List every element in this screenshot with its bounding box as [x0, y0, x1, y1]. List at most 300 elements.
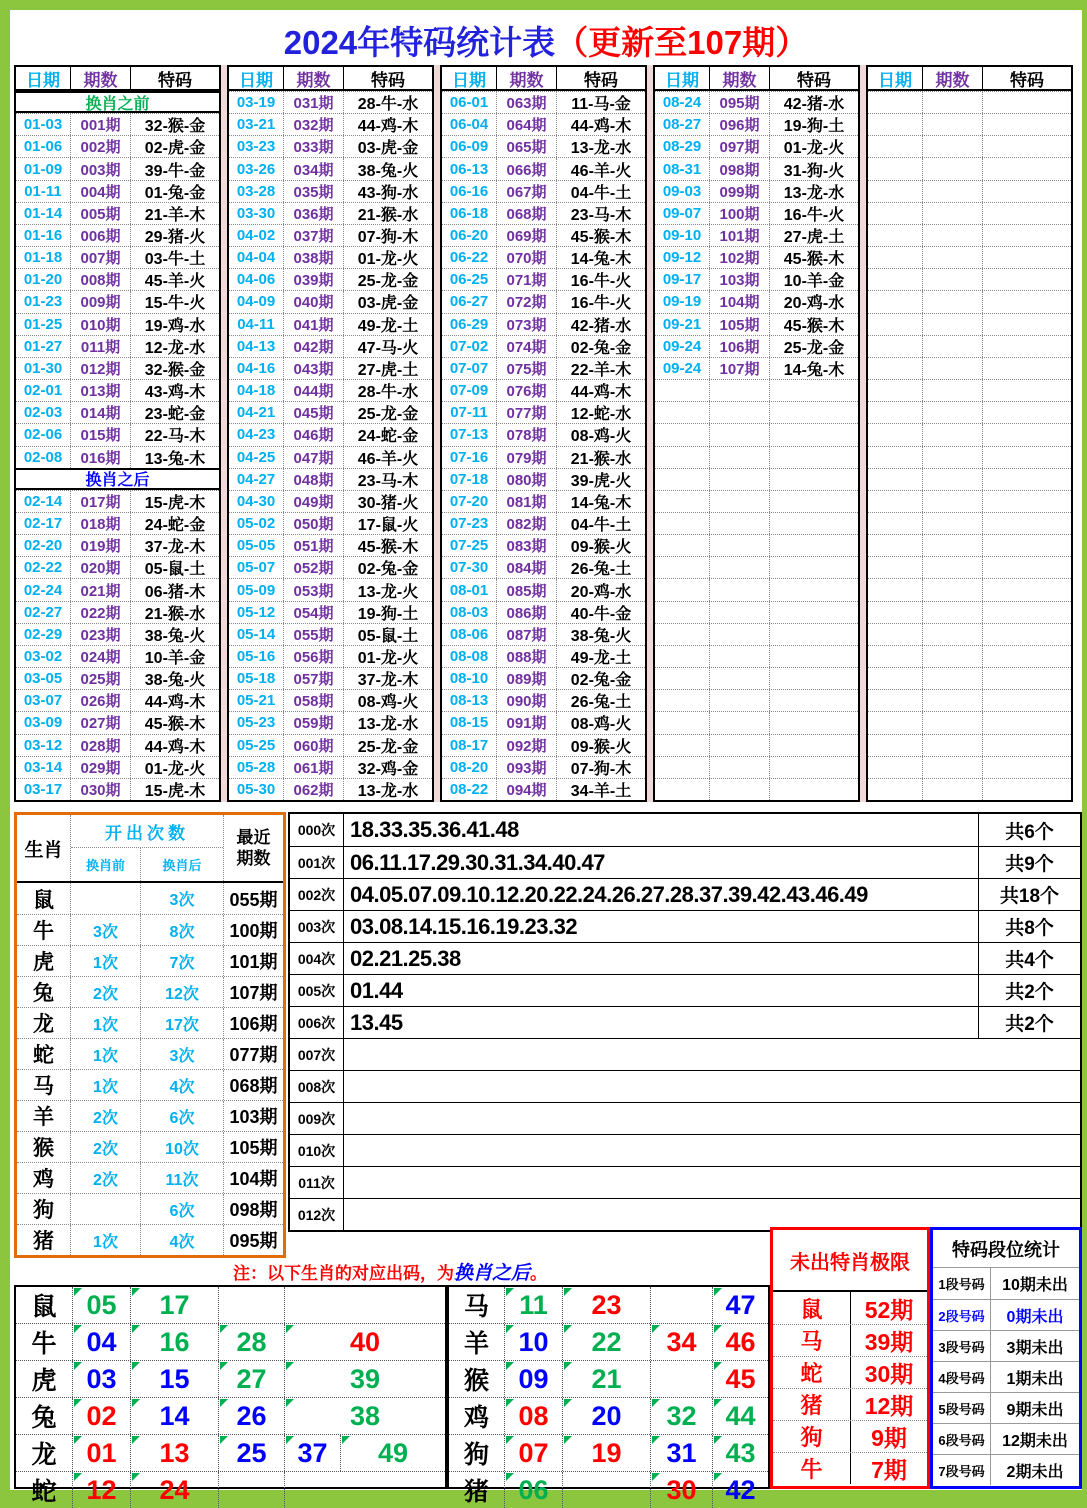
- date-cell: 08-10: [442, 668, 497, 689]
- period-cell: 098期: [710, 158, 770, 179]
- frequency-numbers: 04.05.07.09.10.12.20.22.24.26.27.28.37.39.42.43.46.49: [350, 881, 868, 907]
- date-cell: 02-27: [16, 602, 71, 623]
- grid-number-cell: 20: [562, 1398, 650, 1434]
- after-count-cell: 3次: [169, 892, 195, 909]
- period-cell: 081期: [497, 491, 557, 512]
- code-cell: 10-羊-金: [144, 649, 206, 667]
- period-cell: 101期: [710, 225, 770, 246]
- period-cell: 079期: [497, 447, 557, 468]
- date-cell: 08-27: [655, 114, 710, 135]
- before-count-cell: 2次: [71, 1132, 141, 1162]
- date-column-header: 日期: [229, 67, 284, 89]
- before-count-cell: 1次: [71, 1070, 141, 1100]
- empty-row: [655, 778, 858, 800]
- date-cell: 09-24: [655, 336, 710, 357]
- segment-value: 12期未出: [1002, 1432, 1068, 1450]
- segment-row: [933, 1423, 1079, 1454]
- code-cell: 14-兔-木: [570, 494, 632, 512]
- data-row: [229, 601, 432, 623]
- zodiac-cell: 猪: [17, 1225, 71, 1255]
- date-cell: 09-10: [655, 225, 710, 246]
- missing-zodiac-name: 蛇: [773, 1357, 851, 1388]
- date-cell: [868, 602, 923, 623]
- period-cell: 024期: [71, 646, 131, 667]
- empty-row: [868, 756, 1071, 778]
- date-cell: [868, 513, 923, 534]
- code-cell: 27-虎-土: [783, 229, 845, 247]
- period-cell: 064期: [497, 114, 557, 135]
- recent-period-cell: 095期: [223, 1225, 283, 1255]
- data-row: [442, 778, 645, 800]
- period-cell: [710, 624, 770, 645]
- data-row: [442, 756, 645, 778]
- code-cell: 04-牛-土: [570, 184, 632, 202]
- period-cell: [923, 225, 983, 246]
- data-row: [16, 556, 219, 578]
- code-cell: 27-虎-土: [357, 361, 419, 379]
- grid-number-cell: 44: [712, 1398, 768, 1434]
- frequency-row: [290, 1166, 1080, 1198]
- date-cell: 06-18: [442, 203, 497, 224]
- grid-number-cell: [284, 1287, 445, 1323]
- zodiac-cell: 鸡: [17, 1163, 71, 1193]
- date-cell: 05-28: [229, 757, 284, 778]
- period-cell: 107期: [710, 358, 770, 379]
- missing-zodiac-name: 马: [773, 1325, 851, 1356]
- data-row: [442, 357, 645, 379]
- period-cell: 040期: [284, 291, 344, 312]
- segment-label: 1段号码: [933, 1268, 991, 1299]
- code-cell: [983, 579, 1071, 600]
- empty-row: [868, 556, 1071, 578]
- before-count-cell: 1次: [71, 1008, 141, 1038]
- grid-number-cell: 06: [504, 1472, 562, 1508]
- before-count-cell: 1次: [71, 1039, 141, 1069]
- grid-number-cell: 13: [130, 1435, 218, 1471]
- code-cell: [983, 779, 1071, 800]
- empty-row: [868, 512, 1071, 534]
- zodiac-cell: 兔: [17, 977, 71, 1007]
- empty-row: [655, 601, 858, 623]
- period-cell: 099期: [710, 181, 770, 202]
- date-cell: 04-13: [229, 336, 284, 357]
- date-cell: 03-17: [16, 779, 71, 800]
- data-row: [442, 224, 645, 246]
- grid-number-cell: [650, 1287, 712, 1323]
- date-cell: [655, 668, 710, 689]
- empty-row: [868, 313, 1071, 335]
- period-cell: 061期: [284, 757, 344, 778]
- empty-row: [655, 689, 858, 711]
- empty-row: [868, 623, 1071, 645]
- period-cell: 090期: [497, 690, 557, 711]
- segment-row: [933, 1454, 1079, 1485]
- data-row: [229, 778, 432, 800]
- frequency-count: 共6个: [978, 814, 1080, 846]
- date-cell: 09-07: [655, 203, 710, 224]
- period-cell: 011期: [71, 336, 131, 357]
- code-cell: [770, 380, 858, 401]
- period-cell: 077期: [497, 402, 557, 423]
- data-row: [442, 512, 645, 534]
- frequency-label: 001次: [290, 847, 344, 878]
- code-cell: [770, 491, 858, 512]
- period-cell: 050期: [284, 513, 344, 534]
- code-cell: 11-马-金: [571, 96, 631, 114]
- code-cell: 13-龙-水: [570, 140, 632, 158]
- code-cell: 13-龙-水: [783, 184, 845, 202]
- code-cell: [983, 269, 1071, 290]
- code-cell: [770, 624, 858, 645]
- data-row: [229, 734, 432, 756]
- data-row: [16, 224, 219, 246]
- period-column-header: 期数: [710, 67, 770, 89]
- date-cell: 09-24: [655, 358, 710, 379]
- date-cell: 01-11: [16, 181, 71, 202]
- code-cell: 44-鸡-木: [570, 118, 632, 136]
- period-cell: 002期: [71, 136, 131, 157]
- date-cell: 07-02: [442, 336, 497, 357]
- missing-zodiac-row: [773, 1356, 927, 1388]
- missing-zodiac-row: [773, 1388, 927, 1420]
- after-count-cell: 3次: [169, 1047, 195, 1065]
- data-row: [229, 556, 432, 578]
- date-cell: 05-30: [229, 779, 284, 800]
- code-cell: 39-虎-火: [570, 472, 632, 490]
- frequency-label: 003次: [290, 911, 344, 942]
- period-cell: 013期: [71, 380, 131, 401]
- segment-stats-body: [933, 1268, 1079, 1485]
- zodiac-cell: 龙: [17, 1008, 71, 1038]
- date-cell: 01-27: [16, 336, 71, 357]
- date-cell: 01-23: [16, 291, 71, 312]
- zodiac-cell: 羊: [17, 1101, 71, 1131]
- frequency-row: [290, 1038, 1080, 1070]
- grid-row: [16, 1360, 445, 1397]
- empty-row: [868, 401, 1071, 423]
- data-row: [655, 180, 858, 202]
- empty-row: [868, 667, 1071, 689]
- recent-period-cell: 101期: [223, 946, 283, 976]
- date-cell: 08-13: [442, 690, 497, 711]
- date-cell: 07-25: [442, 535, 497, 556]
- frequency-row: [290, 1198, 1080, 1230]
- empty-row: [868, 180, 1071, 202]
- period-cell: [923, 114, 983, 135]
- data-row: [229, 113, 432, 135]
- date-cell: 07-13: [442, 424, 497, 445]
- data-row: [655, 135, 858, 157]
- code-cell: 19-狗-土: [357, 605, 419, 623]
- date-cell: 08-15: [442, 712, 497, 733]
- date-cell: 08-03: [442, 602, 497, 623]
- period-cell: [923, 380, 983, 401]
- after-count-cell: 12次: [165, 985, 199, 1003]
- data-row: [655, 157, 858, 179]
- date-cell: 08-01: [442, 579, 497, 600]
- period-cell: 057期: [284, 668, 344, 689]
- code-cell: 06-猪-木: [144, 583, 206, 601]
- data-row: [229, 578, 432, 600]
- before-count-cell: 2次: [71, 977, 141, 1007]
- period-cell: 035期: [284, 181, 344, 202]
- code-cell: [770, 579, 858, 600]
- code-cell: [770, 690, 858, 711]
- code-cell: [983, 557, 1071, 578]
- missing-zodiac-name: 猪: [773, 1389, 851, 1420]
- grid-number-cell: 21: [562, 1361, 650, 1397]
- date-cell: 06-16: [442, 181, 497, 202]
- grid-number-cell: [218, 1472, 284, 1508]
- period-cell: 049期: [284, 491, 344, 512]
- grid-number-cell: 10: [504, 1324, 562, 1360]
- grid-row: [449, 1471, 768, 1508]
- data-row: [16, 667, 219, 689]
- data-row: [442, 135, 645, 157]
- period-cell: 074期: [497, 336, 557, 357]
- missing-zodiac-row: [773, 1420, 927, 1452]
- date-cell: 06-04: [442, 114, 497, 135]
- segment-stats-title: 特码段位统计: [933, 1230, 1079, 1268]
- code-cell: [983, 491, 1071, 512]
- empty-row: [868, 224, 1071, 246]
- period-cell: [710, 779, 770, 800]
- segment-row: [933, 1299, 1079, 1330]
- date-cell: 08-17: [442, 735, 497, 756]
- data-row: [442, 335, 645, 357]
- grid-number-cell: 04: [72, 1324, 130, 1360]
- period-cell: 096期: [710, 114, 770, 135]
- period-cell: [710, 646, 770, 667]
- code-column-header: 特码: [797, 70, 831, 90]
- spreadsheet-page: [10, 10, 1082, 1506]
- date-cell: 06-27: [442, 291, 497, 312]
- grid-row: [16, 1434, 445, 1471]
- period-cell: 106期: [710, 336, 770, 357]
- period-cell: 053期: [284, 579, 344, 600]
- date-cell: 01-09: [16, 158, 71, 179]
- empty-row: [655, 534, 858, 556]
- code-cell: 23-蛇-金: [144, 406, 206, 424]
- period-cell: 080期: [497, 469, 557, 490]
- zodiac-stats-row: [17, 1100, 283, 1131]
- code-cell: 19-鸡-水: [144, 317, 206, 335]
- period-cell: [923, 247, 983, 268]
- note-suffix: 。: [530, 1264, 547, 1283]
- period-cell: [923, 690, 983, 711]
- grid-number-cell: [218, 1287, 284, 1323]
- count-header-cell: 开出次数: [71, 815, 223, 848]
- data-row: [442, 401, 645, 423]
- code-cell: 15-虎-木: [144, 494, 206, 512]
- grid-number-cell: 45: [712, 1361, 768, 1397]
- data-row: [229, 335, 432, 357]
- segment-value: 2期未出: [1006, 1463, 1064, 1481]
- code-cell: 02-兔-金: [570, 339, 632, 357]
- period-cell: 032期: [284, 114, 344, 135]
- date-cell: [655, 402, 710, 423]
- code-column-header: 特码: [371, 70, 405, 90]
- date-cell: 07-30: [442, 557, 497, 578]
- date-cell: [655, 779, 710, 800]
- date-cell: 09-21: [655, 314, 710, 335]
- data-row: [16, 246, 219, 268]
- code-cell: 28-牛-水: [357, 384, 419, 402]
- date-column-header: 日期: [868, 67, 923, 89]
- frequency-numbers: 03.08.14.15.16.19.23.32: [350, 913, 578, 939]
- empty-row: [868, 290, 1071, 312]
- date-cell: [868, 181, 923, 202]
- data-row: [229, 512, 432, 534]
- date-cell: 01-25: [16, 314, 71, 335]
- period-cell: [923, 646, 983, 667]
- empty-row: [655, 401, 858, 423]
- period-cell: 038期: [284, 247, 344, 268]
- data-row: [655, 313, 858, 335]
- period-cell: 055期: [284, 624, 344, 645]
- period-cell: [710, 380, 770, 401]
- date-cell: 05-23: [229, 712, 284, 733]
- period-cell: 044期: [284, 380, 344, 401]
- period-cell: 033期: [284, 136, 344, 157]
- code-cell: 22-羊-木: [570, 361, 632, 379]
- period-cell: 097期: [710, 136, 770, 157]
- period-cell: 030期: [71, 779, 131, 800]
- date-cell: 03-19: [229, 92, 284, 113]
- empty-row: [655, 468, 858, 490]
- date-cell: 02-14: [16, 491, 71, 512]
- date-cell: 01-20: [16, 269, 71, 290]
- date-cell: [655, 491, 710, 512]
- code-cell: 38-兔-火: [144, 627, 206, 645]
- code-cell: [983, 92, 1071, 113]
- date-cell: [868, 314, 923, 335]
- zodiac-stats-table: [14, 812, 286, 1258]
- data-row: [442, 601, 645, 623]
- date-cell: 04-18: [229, 380, 284, 401]
- code-cell: [770, 668, 858, 689]
- zodiac-stats-row: [17, 883, 283, 914]
- frequency-label: 005次: [290, 975, 344, 1006]
- empty-row: [868, 113, 1071, 135]
- missing-zodiac-periods: 7期: [871, 1457, 907, 1483]
- period-cell: [923, 203, 983, 224]
- data-row: [655, 268, 858, 290]
- before-count-cell: [71, 1194, 141, 1224]
- grid-number-cell: 08: [504, 1398, 562, 1434]
- code-cell: [983, 380, 1071, 401]
- data-row: [229, 313, 432, 335]
- date-cell: 04-27: [229, 469, 284, 490]
- period-cell: 095期: [710, 92, 770, 113]
- code-cell: 01-龙-火: [357, 251, 419, 269]
- date-cell: 03-30: [229, 203, 284, 224]
- code-cell: [983, 469, 1071, 490]
- data-row: [229, 157, 432, 179]
- frequency-count: 共2个: [978, 1007, 1080, 1038]
- data-row: [229, 401, 432, 423]
- zodiac-cell: 虎: [17, 946, 71, 976]
- period-cell: 036期: [284, 203, 344, 224]
- data-row: [655, 290, 858, 312]
- period-cell: [710, 668, 770, 689]
- period-cell: 052期: [284, 557, 344, 578]
- title-suffix: （更新至107期）: [555, 24, 809, 61]
- period-cell: 021期: [71, 579, 131, 600]
- frequency-row: [290, 974, 1080, 1006]
- period-cell: [923, 469, 983, 490]
- recent-period-cell: 077期: [223, 1039, 283, 1069]
- period-cell: 001期: [71, 114, 131, 135]
- data-row: [442, 711, 645, 733]
- grid-row: [16, 1323, 445, 1360]
- date-cell: 04-21: [229, 402, 284, 423]
- count-subheader-row: [71, 848, 223, 881]
- segment-stats-box: [930, 1227, 1082, 1489]
- code-cell: 13-龙-水: [357, 716, 419, 734]
- period-cell: 073期: [497, 314, 557, 335]
- grid-number-cell: 32: [650, 1398, 712, 1434]
- empty-row: [655, 667, 858, 689]
- frequency-label: 004次: [290, 943, 344, 974]
- code-cell: 37-龙-木: [144, 539, 206, 557]
- data-row: [16, 202, 219, 224]
- recent-period-cell: 106期: [223, 1008, 283, 1038]
- code-cell: 29-猪-火: [144, 229, 206, 247]
- code-cell: [770, 469, 858, 490]
- code-cell: 43-鸡-木: [144, 384, 206, 402]
- empty-row: [868, 91, 1071, 113]
- code-cell: 26-兔-土: [570, 561, 632, 579]
- empty-row: [868, 578, 1071, 600]
- data-row: [655, 357, 858, 379]
- note-highlight: 换肖之后: [453, 1263, 530, 1284]
- missing-zodiac-title: 未出特肖极限: [773, 1230, 927, 1292]
- grid-row: [16, 1471, 445, 1508]
- period-column-header: 期数: [497, 67, 557, 89]
- zodiac-cell: 狗: [17, 1194, 71, 1224]
- date-cell: 02-03: [16, 402, 71, 423]
- frequency-label: 011次: [290, 1167, 344, 1198]
- period-column-header: 期数: [923, 67, 983, 89]
- empty-row: [868, 268, 1071, 290]
- after-count-cell: 8次: [169, 923, 195, 941]
- date-cell: 04-11: [229, 314, 284, 335]
- code-cell: 22-马-木: [144, 428, 206, 446]
- empty-row: [868, 423, 1071, 445]
- date-cell: [655, 602, 710, 623]
- code-cell: 02-兔-金: [357, 561, 419, 579]
- before-count-cell: 1次: [71, 1225, 141, 1255]
- date-column-header: 日期: [16, 67, 71, 89]
- missing-zodiac-periods: 9期: [871, 1425, 907, 1451]
- frequency-row: [290, 846, 1080, 878]
- period-table-group: [440, 65, 647, 802]
- period-cell: 062期: [284, 779, 344, 800]
- segment-value: 3期未出: [1006, 1339, 1064, 1357]
- period-cell: 041期: [284, 314, 344, 335]
- before-count-cell: 1次: [71, 946, 141, 976]
- period-cell: 007期: [71, 247, 131, 268]
- period-cell: 009期: [71, 291, 131, 312]
- period-table-group: [227, 65, 434, 802]
- date-cell: 01-14: [16, 203, 71, 224]
- data-row: [16, 268, 219, 290]
- grid-number-cell: 25: [218, 1435, 284, 1471]
- recent-period-cell: 068期: [223, 1070, 283, 1100]
- date-cell: [868, 535, 923, 556]
- date-cell: 01-03: [16, 114, 71, 135]
